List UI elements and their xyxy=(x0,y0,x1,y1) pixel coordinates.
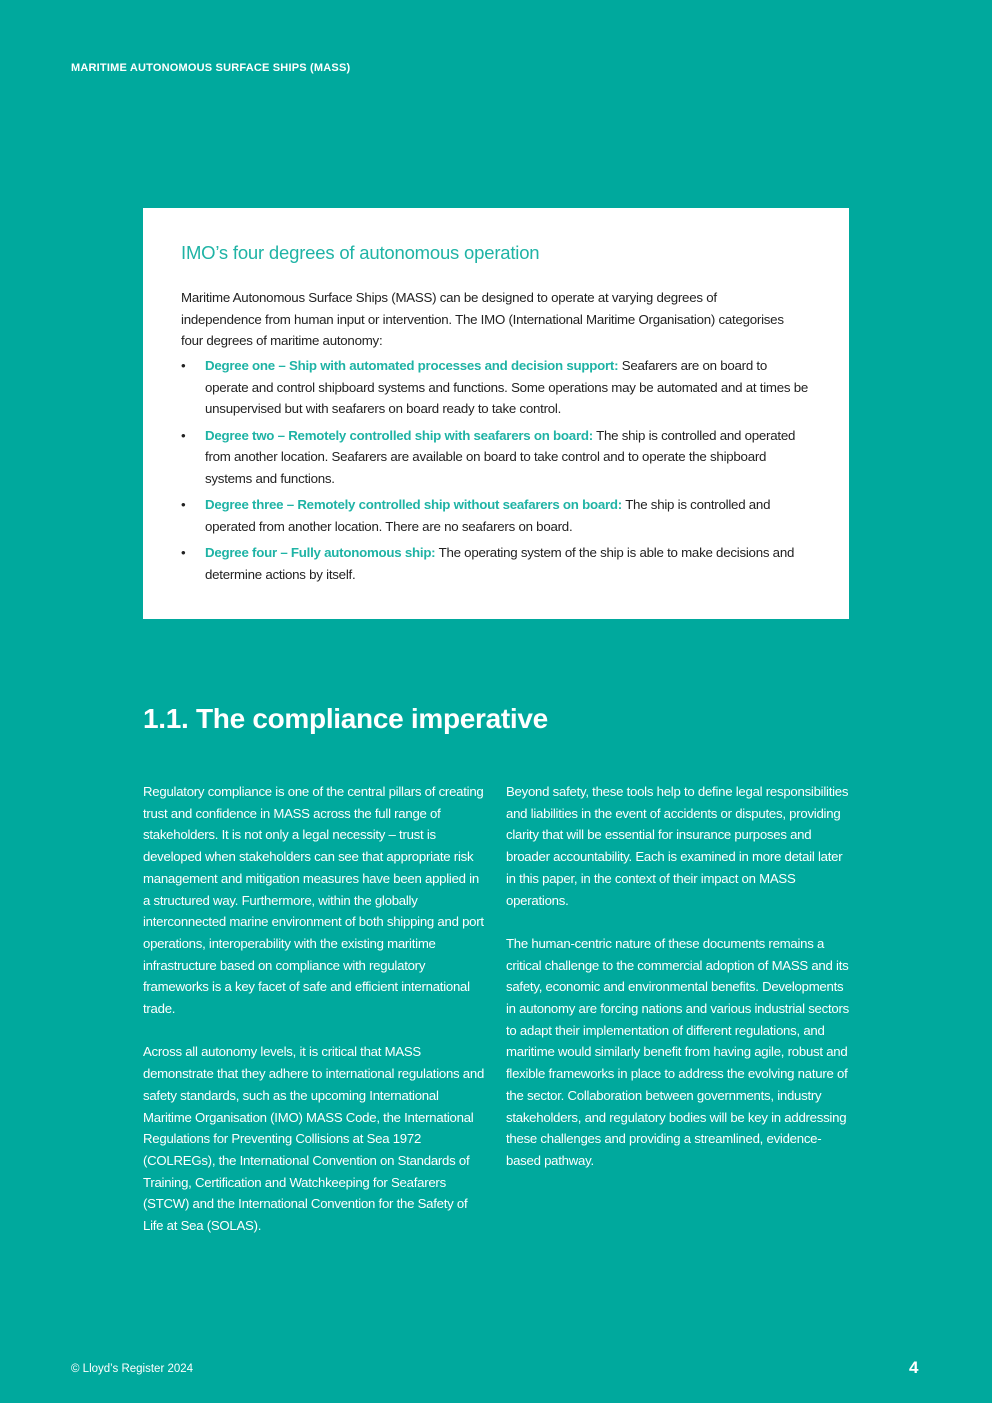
item-text: Seafarers are on board to operate and control shipboard systems and functions. Some operations may be automated and at times be unsupervised but with seafarers on board ready to take control. xyxy=(205,358,809,417)
item-text: The ship is controlled and operated from another location. There are no seafarers on board. xyxy=(205,497,771,534)
item-lead: Degree four – Fully autonomous ship: xyxy=(205,545,436,561)
list-item xyxy=(181,425,811,490)
left-column xyxy=(143,781,486,1258)
list-item xyxy=(181,542,811,585)
paragraph: Across all autonomy levels, it is critical that MASS demonstrate that they adhere to international regulations and safety standards, such as the upcoming International Maritime Organisation (IMO) MASS Code, the International Regulations for Preventing Collisions at Sea 1972 (COLREGs), the International Convention on Standards of Training, Certification and Watchkeeping for Seafarers (STCW) and the International Convention for the Safety of Life at Sea (SOLAS). xyxy=(143,1044,485,1234)
section-heading: 1.1. The compliance imperative xyxy=(143,703,548,734)
bullet-icon: • xyxy=(181,545,186,561)
item-lead: Degree two – Remotely controlled ship with seafarers on board: xyxy=(205,427,593,443)
item-text: The ship is controlled and operated from another location. Seafarers are available on board to take control and to operate the shipboard systems and functions. xyxy=(205,427,796,487)
bullet-icon: • xyxy=(181,497,186,513)
page-number: 4 xyxy=(909,1358,919,1377)
list-item xyxy=(181,494,811,537)
list-item xyxy=(181,355,811,420)
bullet-icon: • xyxy=(181,427,186,443)
running-header: MARITIME AUTONOMOUS SURFACE SHIPS (MASS) xyxy=(71,62,351,74)
bullet-icon: • xyxy=(181,358,186,373)
box-intro: Maritime Autonomous Surface Ships (MASS) can be designed to operate at varying degrees of independence from human input or intervention. The IMO (International Maritime Organisation) categorises four degrees of maritime autonomy: xyxy=(181,290,784,349)
right-column xyxy=(506,781,849,1193)
copyright: © Lloyd’s Register 2024 xyxy=(71,1363,194,1375)
info-box xyxy=(143,208,849,619)
paragraph: The human-centric nature of these documents remains a critical challenge to the commercial adoption of MASS and its safety, economic and environmental benefits. Developments in autonomy are forcing nations and various industrial sectors to adapt their implementation of different regulations, and maritime would similarly benefit from having agile, robust and flexible frameworks in place to address the evolving nature of the sector. Collaboration between governments, industry stakeholders, and regulatory bodies will be key in addressing these challenges and providing a streamlined, evidence-based pathway. xyxy=(506,935,849,1168)
item-lead: Degree one – Ship with automated processes and decision support: xyxy=(205,358,619,373)
item-text: The operating system of the ship is able to make decisions and determine actions by itself. xyxy=(205,545,795,582)
degree-list xyxy=(181,355,811,590)
paragraph: Beyond safety, these tools help to define legal responsibilities and liabilities in the event of accidents or disputes, providing clarity that will be essential for insurance purposes and broader accountability. Each is examined in more detail later in this paper, in the context of their impact on MASS operations. xyxy=(506,784,849,908)
paragraph: Regulatory compliance is one of the central pillars of creating trust and confidence in MASS across the full range of stakeholders. It is not only a legal necessity – trust is developed when stakeholders can see that appropriate risk management and mitigation measures have been applied in a structured way. Furthermore, within the globally interconnected marine environment of both shipping and port operations, interoperability with the existing maritime infrastructure based on compliance with regulatory frameworks is a key facet of safe and efficient international trade. xyxy=(143,784,484,1017)
box-title: IMO’s four degrees of autonomous operation xyxy=(181,242,540,263)
item-lead: Degree three – Remotely controlled ship without seafarers on board: xyxy=(205,497,622,513)
